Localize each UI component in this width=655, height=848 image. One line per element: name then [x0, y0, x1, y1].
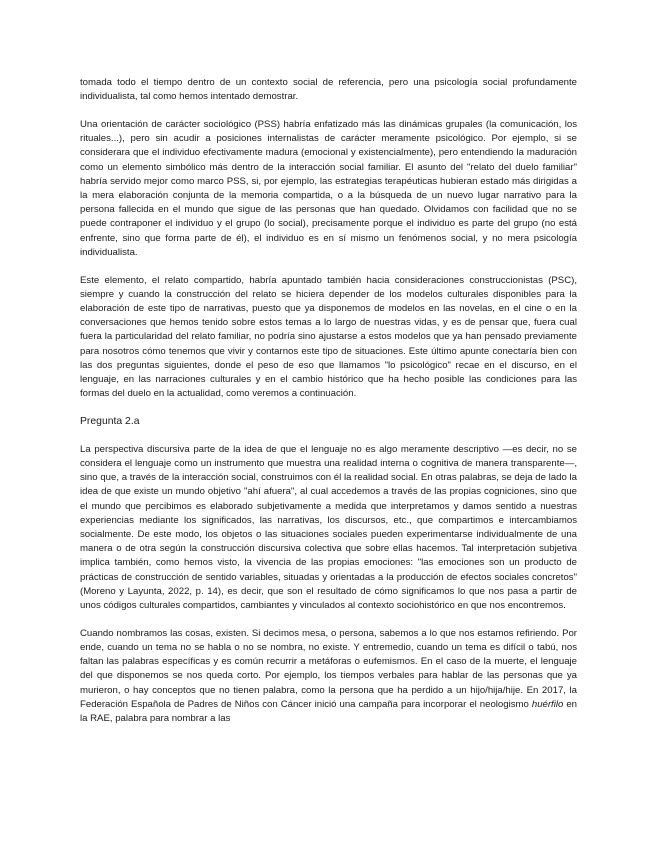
paragraph-5-text-end: en la RAE, palabra para nombrar a las — [80, 698, 577, 725]
paragraph-5 — [80, 627, 577, 726]
section-heading: Pregunta 2.a — [80, 416, 140, 428]
paragraph-2: Una orientación de carácter sociológico (PSS) habría enfatizado más las dinámicas grupales (la comunicación, los rituales...), pero sin acudir a posiciones internalistas de carácter meramente psicológico. Por ejemplo, si se considerara que el individuo efectivamente madura (emocional y existencialmente), pero entendiendo la maduración como un elemento simbólico más dentro de la interacción social familiar. El asunto del "relato del duelo familiar" habría servido mejor como marco PSS, si, por ejemplo, las estrategias terapéuticas hubieran estado más dirigidas a la mera elaboración conjunta de la memoria compartida, o a la búsqueda de un nuevo lugar narrativo para la persona fallecida en el mundo que sigue de las personas que han quedado. Olvidamos con facilidad que no se puede contraponer el individuo y el grupo (lo social), precisamente porque el individuo es parte del grupo (no está enfrente, sino que forma parte de él), el individuo es en sí mismo un fenómenos social, y no mera psicología individualista. — [80, 119, 577, 258]
document-body — [80, 76, 577, 740]
neologism-emphasis: huérfilo — [531, 698, 564, 710]
paragraph-5-text-start: Cuando nombramos las cosas, existen. Si decimos mesa, o persona, sabemos a lo que nos estamos refiriendo. Por ende, cuando un tema no se habla o no se nombra, no existe. Y entremedio, cuando un tema es difícil o tabú, nos faltan las palabras específicas y es común recurrir a metáforas o eufemismos. En el caso de la muerte, el lenguaje del que disponemos se nos queda corto. Por ejemplo, los tiempos verbales para hablar de las personas que ya murieron, o hay conceptos que no tienen palabra, como la persona que ha perdido a un hijo/hija/hije. En 2017, la Federación Española de Padres de Niños con Cáncer inició una campaña para incorporar el neologismo — [80, 627, 577, 710]
paragraph-1: tomada todo el tiempo dentro de un contexto social de referencia, pero una psicología social profundamente individualista, tal como hemos intentado demostrar. — [80, 77, 577, 103]
paragraph-4: La perspectiva discursiva parte de la idea de que el lenguaje no es algo meramente descriptivo —es decir, no se considera el lenguaje como un instrumento que muestra una realidad interna o cognitiva de manera transparente—, sino que, a través de la interacción social, construimos con él la realidad social. En otras palabras, se deja de lado la idea de que existe un mundo objetivo "ahí afuera", al cual accedemos a través de las propias cogniciones, sino que el mundo que percibimos es elaborado subjetivamente a medida que interpretamos y damos sentido a nuestras experiencias mediante los significados, las narrativas, los discursos, etc., que compartimos e intercambiamos socialmente. De este modo, los objetos o las situaciones sociales pueden experimentarse individualmente de una manera o de otra según la construcción discursiva colectiva que sobre ellas hacemos. Tal interpretación subjetiva implica también, como hemos visto, la vivencia de las propias emociones: "las emociones son un producto de prácticas de construcción de sentido variables, situadas y orientadas a la producción de efectos sociales concretos" (Moreno y Layunta, 2022, p. 14), es decir, que son el resultado de cómo significamos lo que nos pasa a partir de unos códigos culturales compartidos, cambiantes y vinculados al contexto sociohistórico en que nos encontremos. — [80, 443, 577, 612]
paragraph-3: Este elemento, el relato compartido, habría apuntado también hacia consideraciones construccionistas (PSC), siempre y cuando la construcción del relato se hiciera depender de los modelos culturales disponibles para la elaboración de este tipo de narrativas, puesto que ya disponemos de modelos en las novelas, en el cine o en la conversaciones que hemos tenido sobre estos temas a lo largo de nuestras vidas, y es de pensar que, fuera cual fuera la particularidad del relato familiar, no podría sino ajustarse a estos modelos que ya han pensado previamente para nosotros cómo tenemos que vivir y contarnos este tipo de situaciones. Este último apunte conectaría bien con las dos preguntas siguientes, donde el peso de eso que llamamos "lo psicológico" recae en el discurso, en el lenguaje, en las narraciones culturales y en el cambio histórico que ha hecho posible las condiciones para las formas del duelo en la actualidad, como veremos a continuación. — [80, 274, 577, 400]
